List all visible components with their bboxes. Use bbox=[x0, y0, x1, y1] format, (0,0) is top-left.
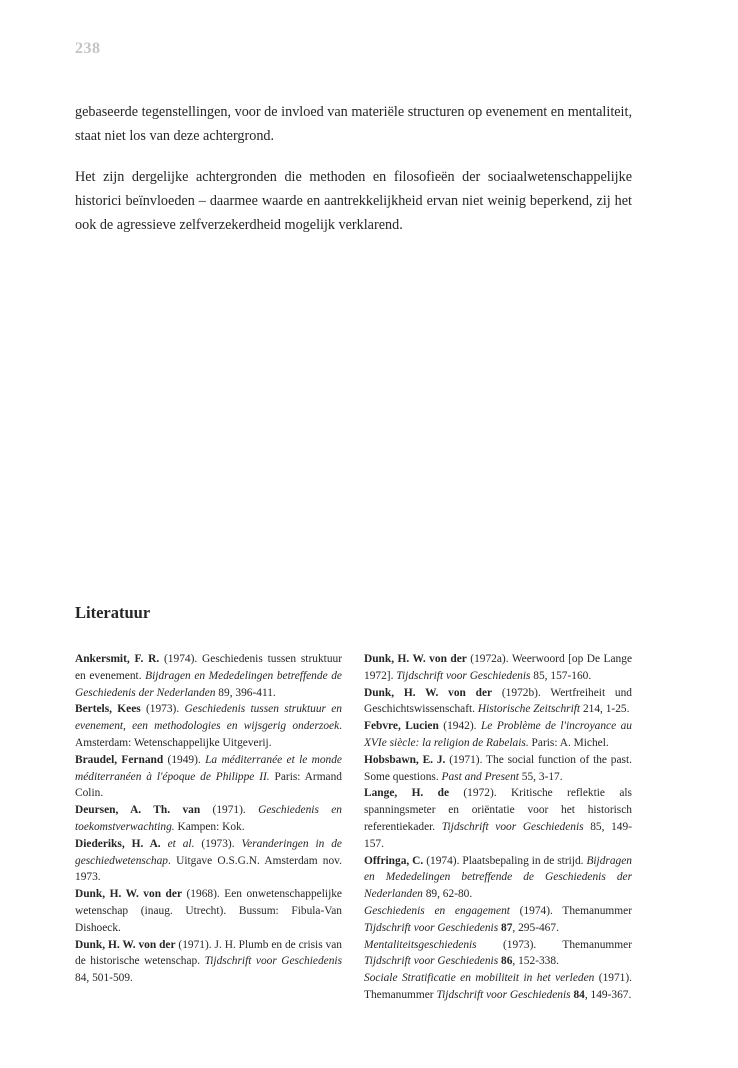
bibliography-entry: Dunk, H. W. von der (1968). Een onwetenschappelijke wetenschap (inaug. Utrecht). Bussum: Fibula-Van Dishoeck. bbox=[75, 888, 342, 934]
body-text bbox=[75, 100, 632, 254]
bibliography-entry: Sociale Stratificatie en mobiliteit in het verleden (1971). Themanummer Tijdschrift voor Geschiedenis 84, 149-367. bbox=[364, 972, 632, 1001]
bibliography-entry: Ankersmit, F. R. (1974). Geschiedenis tussen struktuur en evenement. Bijdragen en Mededelingen betreffende de Geschiedenis der Nederlanden 89, 396-411. bbox=[75, 653, 342, 699]
section-title-literature: Literatuur bbox=[75, 603, 151, 622]
bibliography-entry: Braudel, Fernand (1949). La méditerranée et le monde méditerranéen à l'époque de Philippe II. Paris: Armand Colin. bbox=[75, 753, 342, 800]
paragraph: Het zijn dergelijke achtergronden die methoden en filosofieën der sociaalwetenschappelijke historici beïnvloeden – daarmee waarde en aantrekkelijkheid ervan niet weinig beperkend, zij het ook de agressieve zelfverzekerdheid mogelijk verklarend. bbox=[75, 169, 632, 233]
bibliography-entry: Offringa, C. (1974). Plaatsbepaling in de strijd. Bijdragen en Mededelingen betreffende de Geschiedenis der Nederlanden 89, 62-80. bbox=[364, 854, 632, 901]
bibliography-entry: Dunk, H. W. von der (1972b). Wertfreiheit und Geschichtswissenschaft. Historische Zeitschrift 214, 1-25. bbox=[364, 686, 632, 716]
bibliography-entry: Febvre, Lucien (1942). Le Problème de l'incroyance au XVIe siècle: la religion de Rabelais. Paris: A. Michel. bbox=[364, 720, 632, 749]
bibliography-entry: Geschiedenis en engagement (1974). Themanummer Tijdschrift voor Geschiedenis 87, 295-467. bbox=[364, 904, 632, 934]
bibliography-entry: Mentaliteitsgeschiedenis (1973). Themanummer Tijdschrift voor Geschiedenis 86, 152-338. bbox=[364, 938, 632, 968]
bibliography-entry: Deursen, A. Th. van (1971). Geschiedenis en toekomstverwachting. Kampen: Kok. bbox=[75, 804, 342, 833]
bibliography-entry: Bertels, Kees (1973). Geschiedenis tussen struktuur en evenement, een methodologies en wijsgerig onderzoek. Amsterdam: Wetenschappelijke Uitgeverij. bbox=[75, 703, 342, 749]
bibliography-entry: Lange, H. de (1972). Kritische reflektie als spanningsmeter en oriëntatie voor het historisch referentiekader. Tijdschrift voor Geschiedenis 85, 149-157. bbox=[364, 787, 632, 850]
bibliography-entry: Diederiks, H. A. et al. (1973). Veranderingen in de geschiedwetenschap. Uitgave O.S.G.N. Amsterdam nov. 1973. bbox=[75, 837, 342, 884]
bibliography-entry: Hobsbawn, E. J. (1971). The social function of the past. Some questions. Past and Present 55, 3-17. bbox=[364, 753, 633, 783]
bibliography-right-column bbox=[364, 651, 632, 1004]
page-number: 238 bbox=[75, 40, 101, 57]
paragraph: gebaseerde tegenstellingen, voor de invloed van materiële structuren op evenement en mentaliteit, staat niet los van deze achtergrond. bbox=[75, 104, 632, 144]
bibliography-left-column bbox=[75, 651, 342, 987]
bibliography-entry: Dunk, H. W. von der (1972a). Weerwoord [op De Lange 1972]. Tijdschrift voor Geschiedenis 85, 157-160. bbox=[364, 653, 633, 682]
bibliography-entry: Dunk, H. W. von der (1971). J. H. Plumb en de crisis van de historische wetenschap. Tijdschrift voor Geschiedenis 84, 501-509. bbox=[75, 938, 342, 985]
